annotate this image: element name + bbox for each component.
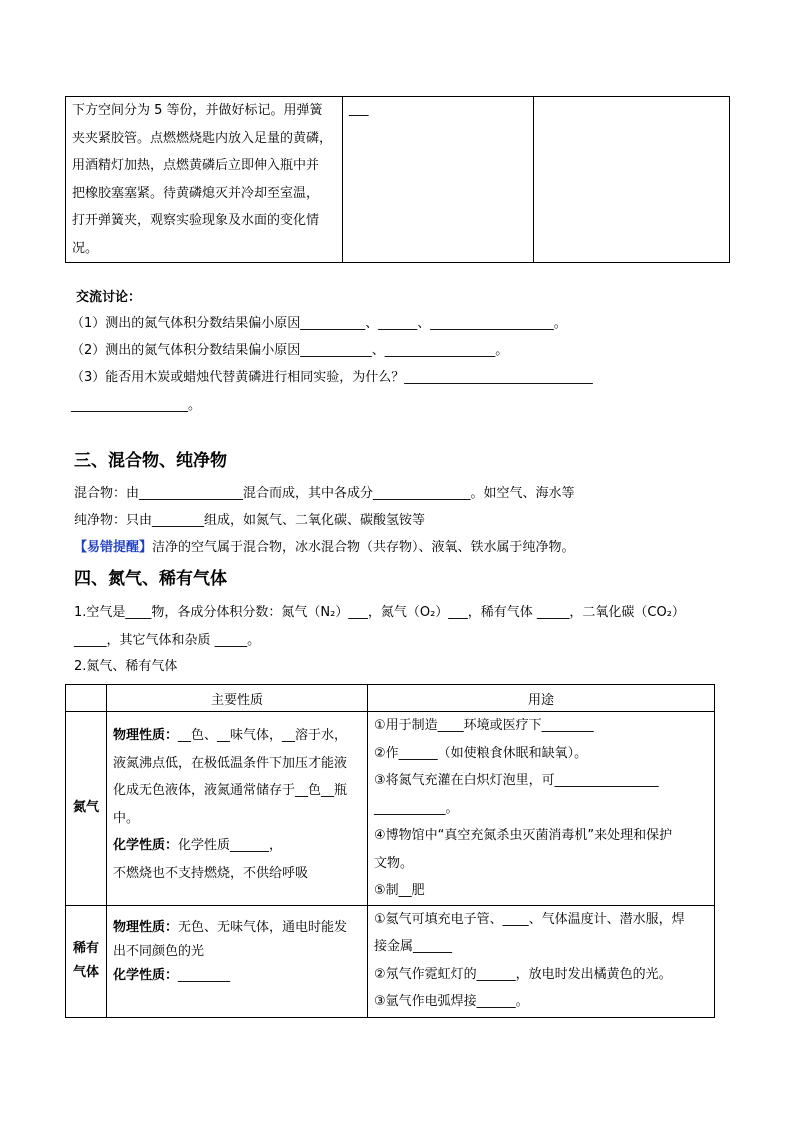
discussion-q3: （3）能否用木炭或蜡烛代替黄磷进行相同实验，为什么？_____________________________: [71, 370, 593, 385]
physical-label: 物理性质：: [113, 919, 179, 935]
nitrogen-physical-line: 中。: [113, 810, 140, 826]
nitrogen-use-line: ①用于制造____环境或医疗下________: [374, 718, 594, 733]
chemical-text: 化学性质______，: [178, 838, 283, 853]
mixture-definition: 混合物：由________________混合而成，其中各成分_______________。如空气、海水等: [74, 486, 575, 501]
noble-use-line: ②氖气作霓虹灯的______，放电时发出橘黄色的光。: [374, 966, 672, 982]
noble-chemical-line: [113, 964, 363, 988]
nitrogen-use-line: 文物。: [374, 855, 414, 871]
step-line: 用酒精灯加热，点燃黄磷后立即伸入瓶中并: [72, 158, 320, 173]
nitrogen-uses-cell: [368, 712, 715, 906]
nitrogen-use-line: ②作______（如使粮食休眠和缺氧）。: [374, 745, 588, 761]
step-line: 夹夹紧胶管。点燃燃烧匙内放入足量的黄磷，: [72, 130, 333, 146]
nitrogen-use-line: ⑤制__肥: [374, 883, 425, 898]
discussion-q2: （2）测出的氮气体积分数结果偏小原因___________、_________________。: [71, 343, 509, 358]
nitrogen-chemical-line: 不燃烧也不支持燃烧，不供给呼吸: [113, 865, 309, 881]
step-line: 把橡胶塞塞紧。待黄磷熄灭并冷却至室温，: [72, 185, 320, 201]
phenomenon-blank: ___: [349, 102, 369, 117]
nitrogen-chemical-line: [113, 832, 363, 860]
physical-text: 无色、无味气体，通电时能发: [178, 919, 348, 935]
noble-label-line: 稀有: [72, 941, 99, 956]
noble-label-line: 气体: [72, 965, 99, 980]
error-reminder-label: 【易错提醒】: [74, 540, 153, 555]
chemical-label: 化学性质：: [113, 967, 179, 983]
header-properties: 主要性质: [107, 685, 368, 712]
header-uses: 用途: [368, 685, 715, 712]
nitrogen-physical-line: 化成无色液体，液氮通常储存于__色__瓶: [113, 783, 348, 798]
nitrogen-use-line: ③将氮气充灌在白炽灯泡里，可________________: [374, 773, 659, 788]
error-reminder: [74, 538, 575, 558]
noble-use-line: 接金属______: [374, 939, 453, 954]
table-caption: 2.氮气、稀有气体: [74, 659, 178, 674]
pure-substance-definition: 纯净物：只由________组成，如氮气、二氧化碳、碳酸氢铵等: [74, 513, 426, 528]
error-reminder-text: 洁净的空气属于混合物，冰水混合物（共存物）、液氧、铁水属于纯净物。: [152, 540, 575, 555]
experiment-table: [65, 96, 730, 263]
header-blank: [66, 685, 107, 712]
row-label-noble-gas: [66, 905, 107, 1017]
nitrogen-use-line: ④博物馆中“真空充氮杀虫灭菌消毒机”来处理和保护: [374, 828, 673, 843]
discussion-q3-cont: __________________。: [71, 398, 202, 413]
noble-uses-cell: [368, 905, 715, 1017]
noble-use-line: ③氩气作电弧焊接______。: [374, 994, 529, 1009]
gas-properties-table: [65, 684, 715, 1018]
physical-label: 物理性质：: [113, 728, 179, 743]
noble-use-line: ①氦气可填充电子管、____、气体温度计、潜水服，焊: [374, 911, 685, 927]
experiment-steps-cell: [66, 97, 343, 263]
section-heading-nitrogen: 四、氮气、稀有气体: [74, 569, 227, 589]
phenomenon-cell: [343, 97, 534, 263]
nitrogen-physical-line: 液氮沸点低，在极低温条件下加压才能液: [113, 755, 348, 771]
noble-properties-cell: [107, 905, 368, 1017]
nitrogen-use-line: ___________。: [374, 800, 459, 816]
conclusion-cell: [534, 97, 730, 263]
chemical-blank: ________: [178, 967, 231, 983]
chemical-label: 化学性质：: [113, 838, 179, 853]
step-line: 下方空间分为 5 等份，并做好标记。用弹簧: [72, 103, 323, 118]
noble-physical-line: [113, 916, 363, 940]
discussion-q1: （1）测出的氮气体积分数结果偏小原因__________、______、___________________。: [71, 316, 567, 331]
nitrogen-properties-cell: [107, 712, 368, 906]
section-heading-mixture: 三、混合物、纯净物: [74, 451, 227, 471]
discussion-title: 交流讨论：: [76, 290, 142, 305]
noble-physical-line: 出不同颜色的光: [113, 943, 205, 959]
nitrogen-physical-line: [113, 722, 363, 750]
row-label-nitrogen: 氮气: [66, 712, 107, 906]
air-composition-line: 1.空气是____物，各成分体积分数：氮气（N₂）___，氮气（O₂）___，稀有气体 _____，二氧化碳（CO₂）: [74, 605, 685, 620]
step-line: 况。: [72, 240, 99, 256]
step-line: 打开弹簧夹，观察实验现象及水面的变化情: [72, 213, 320, 228]
physical-text: __色、__味气体，__溶于水，: [178, 728, 348, 743]
air-composition-line-2: _____，其它气体和杂质 _____。: [74, 633, 261, 648]
